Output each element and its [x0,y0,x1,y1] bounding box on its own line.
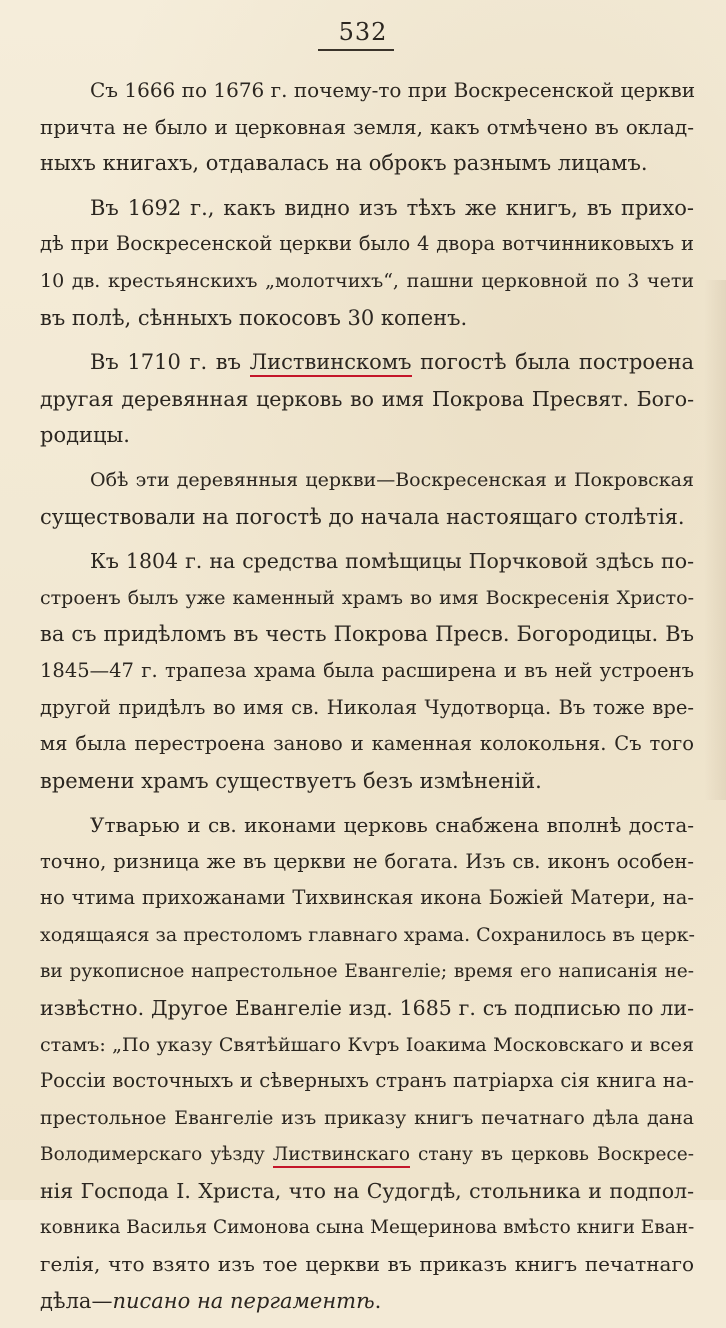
text-line: причта не было и церковная земля, какъ отмѣчено въ оклад- [40,114,694,139]
paragraph [40,72,694,182]
text-line: Въ 1692 г., какъ видно изъ тѣхъ же книгъ, въ прихо- [90,195,694,220]
text-line: строенъ былъ уже каменный храмъ во имя Воскресенія Христо- [40,586,694,609]
paragraph [40,462,694,535]
text-segment: Въ 1710 г. въ [90,350,250,375]
text-line: Утварью и св. иконами церковь снабжена вполнѣ доста- [90,813,694,838]
text-line: ковника Василья Симонова сына Мещеринова вмѣсто книги Еван- [40,1216,695,1238]
paragraph [40,543,694,799]
text-segment: . [374,1289,382,1313]
text-line: извѣстно. Другое Евангеліе изд. 1685 г. съ подписью по ли- [40,996,694,1021]
text-line [40,344,694,381]
text-line: гелія, что взято изъ тое церкви въ приказъ книгъ печатнаго [40,1252,694,1277]
text-line: 1845—47 г. трапеза храма была расширена и въ ней устроенъ [40,658,694,682]
paragraph [40,807,694,1319]
underlined-place-name: Листвинскомъ [250,350,412,377]
text-line: точно, ризница же въ церкви не богата. Изъ св. иконъ особен- [40,849,694,873]
page-number-rule [318,49,394,51]
text-line: времени храмъ существуетъ безъ измѣненій. [40,768,542,793]
text-line: Россіи восточныхъ и сѣверныхъ странъ патріарха сія книга на- [40,1069,694,1093]
text-line: Къ 1804 г. на средства помѣщицы Порчковой здѣсь по- [90,549,694,574]
text-line: ныхъ книгахъ, отдавалась на оброкъ разнымъ лицамъ. [40,151,648,176]
text-line: 10 дв. крестьянскихъ „молотчихъ“, пашни церковной по 3 чети [40,269,694,292]
text-line: ходящаяся за престоломъ главнаго храма. Сохранилось въ церк- [40,924,695,947]
paragraph [40,344,694,454]
text-line: но чтима прихожанами Тихвинская икона Божіей Матери, на- [40,886,694,910]
text-line: Обѣ эти деревянныя церкви—Воскресенская и Покровская [90,468,694,491]
body-text [40,72,694,1328]
text-line: другой придѣлъ во имя св. Николая Чудотворца. Въ тоже вре- [40,695,694,719]
text-line: другая деревянная церковь во имя Покрова Пресвят. Бого- [40,386,694,411]
text-line [40,1137,694,1174]
text-line: ва съ придѣломъ въ честь Покрова Пресв. Богородицы. Въ [40,622,694,647]
text-segment: стану въ церковь Воскресе- [410,1143,694,1165]
text-segment: Володимерскаго уѣзду [40,1143,273,1165]
page-bleed-shadow [704,280,726,800]
text-line [40,1283,694,1320]
text-line: родицы. [40,423,130,448]
page-number: 532 [338,18,388,46]
text-line: дѣ при Воскресенской церкви было 4 двора вотчинниковыхъ и [40,232,694,256]
italic-text: писано на пергаментѣ [112,1289,375,1313]
text-line: ви рукописное напрестольное Евангеліе; время его написанія не- [40,960,694,982]
paragraph [40,190,694,336]
text-line: стамъ: „По указу Святѣйшаго Кѵръ Іоакима Московскаго и всея [40,1033,694,1056]
text-line: Съ 1666 по 1676 г. почему-то при Воскресенской церкви [90,78,696,102]
text-line: существовали на погостѣ до начала настоящаго столѣтія. [40,504,685,529]
text-line: мя была перестроена заново и каменная колокольня. Съ того [40,732,694,756]
underlined-place-name: Листвинскаго [273,1144,410,1168]
text-line: въ полѣ, сѣнныхъ покосовъ 30 копенъ. [40,305,468,330]
text-segment: дѣла— [40,1289,113,1313]
text-line: престольное Евангеліе изъ приказу книгъ печатнаго дѣла дана [40,1107,694,1130]
text-line: нія Господа І. Христа, что на Судогдѣ, стольника и подпол- [40,1179,694,1204]
text-segment: погостѣ была построена [411,350,694,375]
